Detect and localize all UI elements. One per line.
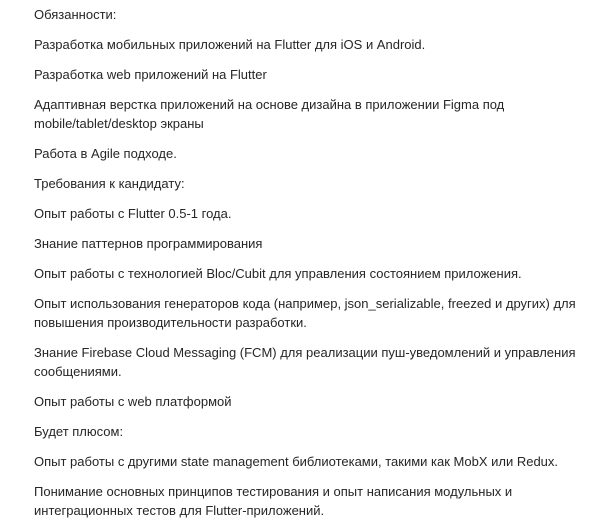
section-heading-duties: Обязанности:	[34, 7, 117, 22]
paragraph-agile: Работа в Agile подходе.	[34, 146, 177, 161]
section-heading-bonus: Будет плюсом:	[34, 424, 124, 439]
paragraph-web-dev: Разработка web приложений на Flutter	[34, 67, 267, 82]
job-description	[34, 5, 604, 531]
paragraph-testing: Понимание основных принципов тестирования и опыт написания модульных и интеграционных тестов для Flutter-приложений.	[34, 484, 513, 518]
section-heading-requirements: Требования к кандидату:	[34, 176, 185, 191]
paragraph-flutter-experience: Опыт работы с Flutter 0.5-1 года.	[34, 206, 232, 221]
paragraph-bloc-cubit: Опыт работы с технологией Bloc/Cubit для управления состоянием приложения.	[34, 266, 522, 281]
paragraph-code-generators: Опыт использования генераторов кода (например, json_serializable, freezed и других) для повышения производительности разработки.	[34, 296, 576, 330]
paragraph-mobile-dev: Разработка мобильных приложений на Flutter для iOS и Android.	[34, 37, 426, 52]
paragraph-adaptive-layout: Адаптивная верстка приложений на основе дизайна в приложении Figma под mobile/tablet/desktop экраны	[34, 97, 505, 131]
paragraph-web-platform: Опыт работы с web платформой	[34, 394, 232, 409]
paragraph-state-management: Опыт работы с другими state management библиотеками, такими как MobX или Redux.	[34, 454, 559, 469]
paragraph-patterns: Знание паттернов программирования	[34, 236, 263, 251]
paragraph-fcm: Знание Firebase Cloud Messaging (FCM) для реализации пуш-уведомлений и управления сообщениями.	[34, 345, 576, 379]
